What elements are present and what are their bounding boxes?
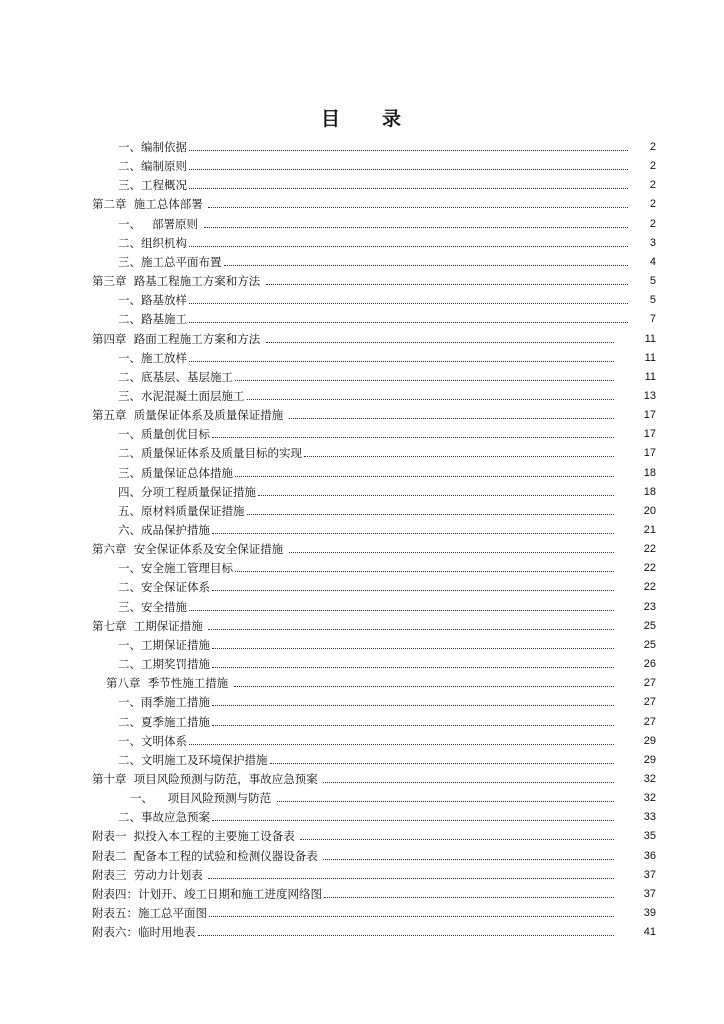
toc-entry-page-number: 33 <box>643 811 656 824</box>
toc-entry-page-number: 27 <box>643 696 656 709</box>
toc-dot-leader <box>209 916 614 917</box>
toc-entry-title: 四、分项工程质量保证措施 <box>118 484 256 499</box>
toc-entry-title: 二、组织机构 <box>118 235 187 250</box>
toc-entry-page-number: 22 <box>643 562 656 575</box>
toc-entry[interactable] <box>92 768 656 787</box>
toc-dot-leader <box>189 246 628 247</box>
toc-entry[interactable] <box>118 634 656 653</box>
toc-entry-page-number: 2 <box>649 179 656 192</box>
toc-entry[interactable] <box>92 902 656 921</box>
page-title-part: 录 <box>382 108 404 130</box>
toc-entry-page-number: 26 <box>643 658 656 671</box>
toc-entry[interactable] <box>118 136 656 155</box>
toc-dot-leader <box>189 744 614 745</box>
toc-entry-page-number: 2 <box>649 198 656 211</box>
toc-entry-title: 二、事故应急预案 <box>118 810 210 825</box>
toc-entry-page-number: 5 <box>649 294 656 307</box>
toc-dot-leader <box>234 686 614 687</box>
toc-entry-title: 三、水泥混凝土面层施工 <box>118 388 245 403</box>
toc-dot-leader <box>247 399 615 400</box>
toc-entry-page-number: 5 <box>649 275 656 288</box>
toc-entry-title: 二、安全保证体系 <box>118 580 210 595</box>
toc-entry-page-number: 41 <box>643 926 656 939</box>
toc-entry-title: 第四章 路面工程施工方案和方法 <box>92 331 264 346</box>
toc-entry-page-number: 18 <box>643 466 656 479</box>
toc-dot-leader <box>208 878 614 879</box>
toc-entry[interactable] <box>118 232 656 251</box>
toc-entry-title: 第七章 工期保证措施 <box>92 618 207 633</box>
toc-entry-page-number: 11 <box>644 370 656 383</box>
toc-entry[interactable] <box>92 883 656 902</box>
toc-entry-page-number: 25 <box>643 638 656 651</box>
page-title <box>0 104 724 131</box>
toc-entry-page-number: 18 <box>643 485 656 498</box>
toc-entry-page-number: 13 <box>643 389 656 402</box>
toc-entry-title: 一、编制依据 <box>118 140 187 154</box>
toc-dot-leader <box>189 322 628 323</box>
toc-entry-page-number: 2 <box>649 141 656 153</box>
toc-entry[interactable] <box>118 308 656 327</box>
toc-dot-leader <box>212 590 614 591</box>
toc-entry[interactable] <box>92 404 656 423</box>
toc-entry[interactable] <box>118 711 656 730</box>
toc-entry-title: 第二章 施工总体部署 <box>92 197 207 212</box>
toc-dot-leader <box>212 533 614 534</box>
toc-entry-page-number: 4 <box>649 255 656 268</box>
toc-entry-title: 六、成品保护措施 <box>118 523 210 537</box>
toc-entry[interactable] <box>92 825 656 844</box>
toc-entry[interactable] <box>92 845 656 864</box>
toc-entry-page-number: 11 <box>644 332 656 345</box>
toc-entry[interactable] <box>118 423 656 442</box>
toc-dot-leader <box>189 361 614 362</box>
toc-entry[interactable] <box>118 289 656 308</box>
toc-entry-title: 三、安全措施 <box>118 599 187 614</box>
toc-entry-title: 二、质量保证体系及质量目标的实现 <box>118 446 302 461</box>
toc-dot-leader <box>258 495 614 496</box>
toc-entry-page-number: 37 <box>643 868 656 881</box>
toc-entry-title: 附表六：临时用地表 <box>92 925 196 940</box>
toc-entry-title: 一、路基放样 <box>118 293 187 308</box>
toc-dot-leader <box>235 380 614 381</box>
toc-dot-leader <box>289 418 614 419</box>
toc-entry[interactable] <box>118 385 656 404</box>
toc-dot-leader <box>289 552 614 553</box>
toc-entry[interactable] <box>92 270 656 289</box>
toc-entry-title: 附表三 劳动力计划表 <box>92 867 207 882</box>
toc-entry[interactable] <box>92 193 656 212</box>
toc-entry[interactable] <box>118 155 656 174</box>
toc-dot-leader <box>212 820 614 821</box>
toc-entry-title: 第六章 安全保证体系及安全保证措施 <box>92 542 287 557</box>
toc-entry-title: 一、文明体系 <box>118 733 187 748</box>
toc-entry-page-number: 21 <box>643 524 656 536</box>
toc-dot-leader <box>208 629 614 630</box>
toc-entry-page-number: 17 <box>643 447 656 460</box>
toc-entry-page-number: 17 <box>643 409 656 422</box>
toc-dot-leader <box>212 705 614 706</box>
toc-entry[interactable] <box>118 576 656 595</box>
toc-dot-leader <box>212 667 614 668</box>
toc-dot-leader <box>277 801 614 802</box>
toc-entry-page-number: 2 <box>649 160 656 173</box>
toc-dot-leader <box>189 303 628 304</box>
toc-entry-page-number: 22 <box>643 543 656 556</box>
toc-entry-page-number: 11 <box>644 351 656 364</box>
toc-dot-leader <box>266 342 614 343</box>
toc-entry-page-number: 35 <box>643 830 656 843</box>
toc-entry-page-number: 20 <box>643 504 656 517</box>
toc-entry-title: 二、底基层、基层施工 <box>118 369 233 384</box>
toc-dot-leader <box>270 763 615 764</box>
toc-entry[interactable] <box>118 442 656 461</box>
toc-entry-title: 一、 部署原则 <box>118 216 202 231</box>
toc-dot-leader <box>212 648 614 649</box>
toc-dot-leader <box>235 476 614 477</box>
toc-entry[interactable] <box>118 596 656 615</box>
toc-entry-title: 二、文明施工及环境保护措施 <box>118 752 268 767</box>
toc-entry[interactable] <box>118 462 656 481</box>
toc-entry-page-number: 23 <box>643 600 656 613</box>
toc-entry-title: 第八章 季节性施工措施 <box>106 676 232 691</box>
toc-entry[interactable] <box>92 615 656 634</box>
toc-dot-leader <box>204 227 628 228</box>
toc-entry-title: 一、质量创优目标 <box>118 427 210 442</box>
toc-entry-title: 三、质量保证总体措施 <box>118 465 233 480</box>
toc-entry-page-number: 37 <box>643 887 656 900</box>
toc-entry[interactable] <box>118 251 656 270</box>
toc-entry-page-number: 2 <box>649 217 656 230</box>
toc-dot-leader <box>323 782 614 783</box>
toc-entry-title: 第三章 路基工程施工方案和方法 <box>92 274 264 289</box>
toc-entry[interactable] <box>118 806 656 825</box>
toc-entry-page-number: 32 <box>643 772 656 785</box>
toc-entry-page-number: 27 <box>643 715 656 728</box>
toc-entry-page-number: 25 <box>643 619 656 632</box>
toc-entry[interactable] <box>92 921 656 940</box>
toc-entry[interactable] <box>118 691 656 710</box>
toc-entry[interactable] <box>118 481 656 500</box>
toc-entry-page-number: 7 <box>649 313 656 326</box>
toc-entry-title: 一、工期保证措施 <box>118 637 210 652</box>
toc-entry-title: 三、工程概况 <box>118 178 187 193</box>
toc-entry[interactable] <box>118 653 656 672</box>
toc-entry-title: 附表一 拟投入本工程的主要施工设备表 <box>92 829 299 844</box>
toc-dot-leader <box>189 188 628 189</box>
toc-entry[interactable] <box>118 557 656 576</box>
toc-entry-title: 一、施工放样 <box>118 350 187 365</box>
toc-dot-leader <box>212 725 614 726</box>
toc-entry-title: 二、路基施工 <box>118 312 187 327</box>
toc-dot-leader <box>189 610 614 611</box>
toc-dot-leader <box>266 284 628 285</box>
toc-dot-leader <box>300 839 614 840</box>
toc-entry-title: 附表五：施工总平面图 <box>92 906 207 920</box>
toc-dot-leader <box>198 935 615 936</box>
toc-entry-page-number: 3 <box>649 236 656 249</box>
toc-entry-title: 第五章 质量保证体系及质量保证措施 <box>92 408 287 423</box>
toc-entry-title: 第十章 项目风险预测与防范，事故应急预案 <box>92 771 322 786</box>
toc-dot-leader <box>189 150 628 151</box>
toc-entry-page-number: 29 <box>643 734 656 747</box>
toc-entry-page-number: 36 <box>643 849 656 862</box>
toc-entry[interactable] <box>92 864 656 883</box>
toc-dot-leader <box>212 437 614 438</box>
toc-entry[interactable] <box>118 519 656 538</box>
toc-entry-page-number: 27 <box>643 677 656 690</box>
toc-entry-page-number: 39 <box>643 907 656 919</box>
toc-dot-leader <box>224 265 629 266</box>
toc-entry[interactable] <box>118 749 656 768</box>
toc-entry-title: 附表二 配备本工程的试验和检测仪器设备表 <box>92 848 322 863</box>
toc-dot-leader <box>247 514 615 515</box>
toc-dot-leader <box>324 897 614 898</box>
toc-entry-title: 二、编制原则 <box>118 159 187 174</box>
toc-entry[interactable] <box>92 538 656 557</box>
toc-dot-leader <box>323 859 614 860</box>
toc-entry-page-number: 17 <box>643 428 656 441</box>
toc-dot-leader <box>189 169 628 170</box>
toc-entry-title: 一、雨季施工措施 <box>118 695 210 710</box>
toc-entry-title: 三、施工总平面布置 <box>118 254 222 269</box>
toc-entry[interactable] <box>118 347 656 366</box>
toc-entry-page-number: 29 <box>643 753 656 766</box>
toc-entry-title: 二、工期奖罚措施 <box>118 657 210 672</box>
toc-entry[interactable] <box>118 213 656 232</box>
toc-entry-title: 一、 项目风险预测与防范 <box>130 791 275 806</box>
toc-entry[interactable] <box>106 672 656 691</box>
toc-entry-title: 一、安全施工管理目标 <box>118 561 233 576</box>
toc-entry[interactable] <box>118 500 656 519</box>
toc-dot-leader <box>304 456 614 457</box>
toc-entry-title: 附表四：计划开、竣工日期和施工进度网络图 <box>92 886 322 901</box>
toc-entry-page-number: 32 <box>643 792 656 805</box>
toc-entry[interactable] <box>118 730 656 749</box>
toc-dot-leader <box>235 571 614 572</box>
toc-entry[interactable] <box>130 787 656 806</box>
toc-entry[interactable] <box>92 328 656 347</box>
toc-entry-title: 二、夏季施工措施 <box>118 714 210 729</box>
page-title-part: 目 <box>320 108 342 130</box>
toc-entry-title: 五、原材料质量保证措施 <box>118 503 245 518</box>
toc-entry[interactable] <box>118 366 656 385</box>
toc-dot-leader <box>208 207 628 208</box>
toc-entry[interactable] <box>118 174 656 193</box>
toc-entry-page-number: 22 <box>643 581 656 594</box>
